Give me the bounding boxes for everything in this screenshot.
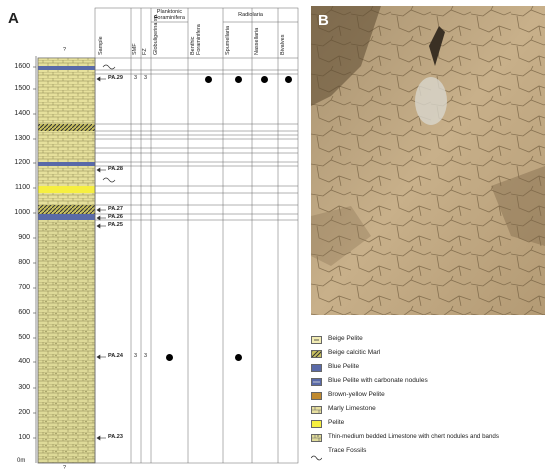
sample-label: PA.24 — [108, 353, 123, 359]
legend-swatch-blue-pelite-nodules — [311, 378, 322, 386]
legend-swatch-trace-fossils — [311, 449, 322, 457]
legend-swatch-pelite — [311, 420, 322, 428]
legend-swatch-brown-yellow-pelite — [311, 392, 322, 400]
trace-fossil-icons — [103, 65, 115, 182]
legend-label: Marly Limestone — [328, 405, 376, 412]
occurrence-dot-bivalves — [285, 76, 292, 83]
legend-swatch-blue-pelite — [311, 364, 322, 372]
y-tick: 100 — [18, 434, 30, 441]
occurrence-dot-benthic — [205, 76, 212, 83]
bottom-marker: ? — [63, 465, 67, 471]
y-tick: 600 — [18, 309, 30, 316]
y-tick: 400 — [18, 358, 30, 365]
legend-swatch-thin-medium-limestone — [311, 434, 322, 442]
y-tick: 1600 — [14, 63, 30, 70]
fz-value: 3 — [144, 353, 148, 359]
sample-label: PA.25 — [108, 222, 123, 228]
sample-label: PA.27 — [108, 206, 123, 212]
fz-value: 3 — [144, 75, 148, 81]
legend-swatch-beige-pelite — [311, 336, 322, 344]
legend-label: Brown-yellow Pelite — [328, 391, 385, 398]
header-smf: SMF — [132, 43, 138, 55]
smf-value: 3 — [134, 75, 138, 81]
legend-label: Beige Pelite — [328, 335, 363, 342]
smf-value: 3 — [134, 353, 138, 359]
legend-label: Beige calcitic Marl — [328, 349, 381, 356]
y-tick: 500 — [18, 334, 30, 341]
y-tick: 1000 — [14, 209, 30, 216]
legend-label: Thin-medium bedded Limestone with chert nodules and bands — [328, 433, 499, 440]
chart-grid — [95, 8, 298, 463]
sample-label: PA.29 — [108, 75, 123, 81]
y-tick: 1300 — [14, 135, 30, 142]
legend-label: Blue Pelite — [328, 363, 360, 370]
outcrop-photo — [311, 6, 545, 315]
y-tick: 1500 — [14, 85, 30, 92]
y-tick: 1400 — [14, 110, 30, 117]
header-spumellaria: Spumellaria — [225, 25, 231, 55]
legend-swatch-beige-calcitic-marl — [311, 350, 322, 358]
occurrence-dot-nassellaria — [261, 76, 268, 83]
header-sample: Sample — [98, 36, 104, 55]
header-radiolaria: Radiolaria — [238, 12, 263, 18]
sample-label: PA.28 — [108, 166, 123, 172]
legend-label: Trace Fossils — [328, 447, 367, 454]
header-planktonic-foraminifera: Planktonic Foraminifera — [154, 9, 185, 21]
header-globuligerina: Globuligerina sp. — [153, 13, 159, 55]
y-tick: 700 — [18, 284, 30, 291]
sample-label: PA.26 — [108, 214, 123, 220]
occurrence-dot-spumellaria — [235, 76, 242, 83]
legend-label: Pelite — [328, 419, 345, 426]
top-marker: ? — [63, 47, 67, 53]
y-tick: 1100 — [14, 184, 30, 191]
y-tick: 900 — [18, 234, 30, 241]
unit-label: 0m — [17, 458, 26, 464]
y-tick: 800 — [18, 259, 30, 266]
sample-arrows — [97, 77, 106, 440]
header-nassellaria: Nassellaria — [254, 27, 260, 55]
y-tick: 200 — [18, 409, 30, 416]
sample-label: PA.23 — [108, 434, 123, 440]
header-benthic-foraminifera: Benthic Foraminifera — [190, 24, 202, 55]
panel-a-label: A — [8, 10, 19, 27]
legend-swatch-marly-limestone — [311, 406, 322, 414]
lithology-column — [38, 58, 95, 463]
panel-b-label: B — [318, 12, 329, 29]
occurrence-dot-spumellaria — [235, 354, 242, 361]
y-tick: 300 — [18, 384, 30, 391]
header-bivalves: Bivalves — [280, 34, 286, 55]
occurrence-dot-globuligerina — [166, 354, 173, 361]
y-tick: 1200 — [14, 159, 30, 166]
header-fz: FZ — [142, 48, 148, 55]
legend-label: Blue Pelite with carbonate nodules — [328, 377, 428, 384]
